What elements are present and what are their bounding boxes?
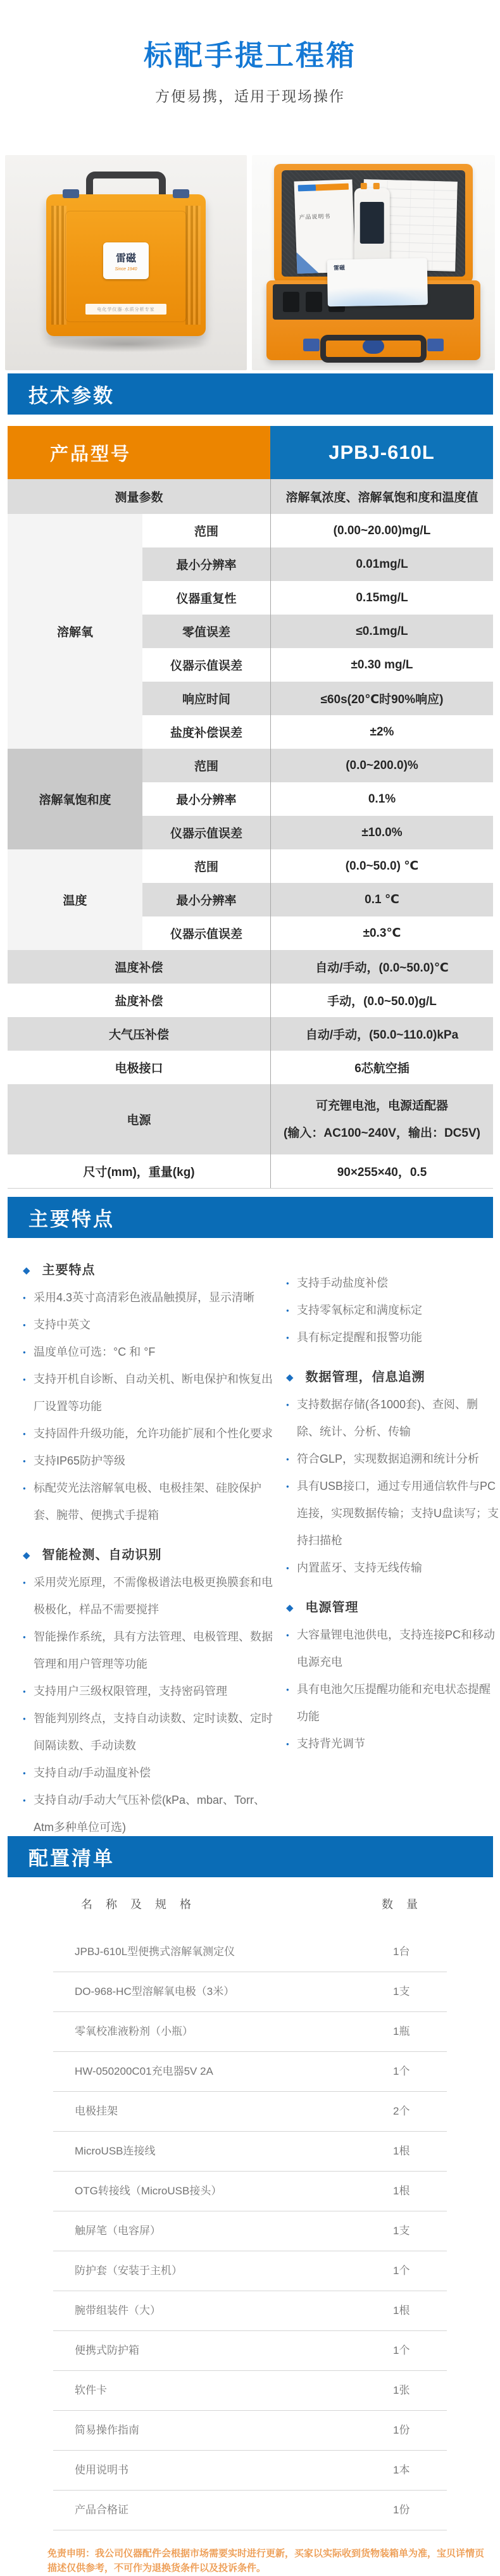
bullet-icon: ●: [286, 1741, 289, 1747]
feature-item: [286, 1730, 499, 1758]
bullet-icon: ●: [286, 1456, 289, 1462]
features-section: [0, 1238, 500, 1836]
list-item: [53, 2211, 447, 2251]
table-row: [142, 849, 493, 883]
spec-param: 范围: [142, 514, 270, 547]
closed-case-body: [46, 194, 206, 336]
bullet-icon: ●: [23, 1322, 26, 1328]
spec-group-category: 溶解氧: [8, 514, 142, 749]
case-rib: [185, 206, 201, 325]
item-qty: 1份: [393, 2424, 410, 2436]
item-name: MicroUSB连接线: [75, 2145, 156, 2157]
table-row: [8, 1084, 493, 1154]
feature-heading-text: 电源管理: [305, 1601, 359, 1615]
list-item: [53, 2491, 447, 2530]
item-name: 触屏笔（电容屏）: [75, 2225, 161, 2237]
spec-value: ±0.30 mg/L: [270, 648, 493, 682]
spec-param: 范围: [142, 749, 270, 782]
feature-text: 支持开机自诊断、自动关机、断电保护和恢复出厂设置等功能: [34, 1373, 273, 1413]
bullet-icon: ●: [23, 1458, 26, 1464]
feature-heading: [23, 1542, 272, 1569]
table-row: [8, 479, 493, 514]
spec-param: 最小分辨率: [142, 883, 270, 916]
section-banner-tech-specs: [8, 373, 493, 415]
item-name: 简易操作指南: [75, 2424, 139, 2436]
item-qty: 1瓶: [393, 2025, 410, 2037]
feature-item: [23, 1623, 283, 1678]
spec-value: ±2%: [270, 715, 493, 749]
spec-group-temperature: [8, 849, 493, 950]
feature-item: [23, 1475, 283, 1529]
item-name: 使用说明书: [75, 2464, 128, 2476]
section-banner-features: [8, 1197, 493, 1238]
feature-text: 支持背光调节: [297, 1737, 365, 1750]
item-qty: 1支: [393, 2225, 410, 2237]
spec-param: 仪器示值误差: [142, 648, 270, 682]
item-qty: 2个: [393, 2105, 410, 2117]
spec-param: 最小分辨率: [142, 547, 270, 581]
product-photo-open-case: [252, 155, 495, 370]
meter-connector: [373, 183, 380, 189]
feature-text: 具有电池欠压提醒功能和充电状态提醒功能: [297, 1683, 491, 1723]
bullet-icon: ●: [23, 1770, 26, 1776]
feature-item: [286, 1446, 499, 1473]
item-name: 产品合格证: [75, 2504, 128, 2516]
case-rib: [51, 206, 66, 325]
spec-row-label: 电源: [8, 1084, 270, 1154]
bullet-icon: ●: [23, 1485, 26, 1491]
spec-row-label: 大气压补偿: [8, 1017, 270, 1051]
spec-group-category: 溶解氧饱和度: [8, 749, 142, 849]
feature-heading-text: 智能检测、自动识别: [42, 1548, 162, 1562]
bullet-icon: ●: [286, 1565, 289, 1571]
item-qty: 1根: [393, 2145, 410, 2157]
front-handle: [320, 335, 427, 363]
table-row: [142, 816, 493, 849]
feature-item: [23, 1447, 283, 1475]
section-title: 主要特点: [28, 1208, 115, 1230]
spec-group-do-saturation: [8, 749, 493, 849]
feature-heading: [286, 1364, 500, 1391]
spec-value: (0.0~200.0)%: [270, 749, 493, 782]
case-latch: [303, 339, 320, 351]
disclaimer-text: 免责申明：我公司仪器配件会根据市场需要实时进行更新，买家以实际收到货物装箱单为准，宝贝详情页描述仅供参考，不可作为退换货条件以及投诉条件。: [47, 2548, 485, 2573]
bullet-icon: ●: [23, 1798, 26, 1803]
feature-item: [23, 1311, 283, 1339]
bullet-icon: ●: [286, 1280, 289, 1286]
feature-item: [23, 1678, 283, 1705]
spec-row-value: 溶解氧浓度、溶解氧饱和度和温度值: [270, 479, 493, 514]
features-column-right: [272, 1238, 500, 1836]
manual-header-bar: [298, 184, 349, 192]
spec-param: 仪器示值误差: [142, 816, 270, 849]
item-name: DO-968-HC型溶解氧电极（3米）: [75, 1985, 235, 1998]
list-item: [53, 2331, 447, 2371]
case-latch: [427, 339, 444, 351]
item-name: 零氧校准液粉剂（小瓶）: [75, 2025, 193, 2037]
bullet-icon: ●: [286, 1402, 289, 1408]
item-qty: 1个: [393, 2265, 410, 2277]
brand-label: [103, 242, 149, 279]
foam-cutout: [283, 292, 299, 312]
feature-item: [286, 1622, 499, 1676]
feature-heading: [286, 1594, 500, 1622]
bullet-icon: ●: [23, 1377, 26, 1382]
section-title: 配置清单: [28, 1848, 115, 1870]
bullet-icon: ●: [23, 1431, 26, 1437]
manual-title: 产品说明书: [299, 213, 331, 221]
spec-value: ±0.3℃: [270, 916, 493, 950]
spec-param: 盐度补偿误差: [142, 715, 270, 749]
list-item: [53, 2052, 447, 2092]
brand-logo: [116, 250, 136, 265]
list-item: [53, 1932, 447, 1972]
case-shadow: [44, 336, 208, 353]
page-header: [0, 0, 500, 155]
spec-table-header: [8, 426, 493, 479]
config-list: [0, 1890, 500, 2530]
spec-value: 0.1 ℃: [270, 883, 493, 916]
table-row: [142, 514, 493, 547]
feature-text: 智能判别终点，支持自动读数、定时读数、定时间隔读数、手动读数: [34, 1712, 273, 1752]
feature-text: 支持用户三级权限管理，支持密码管理: [34, 1685, 227, 1698]
feature-text: 支持自动/手动温度补偿: [34, 1766, 151, 1779]
power-value-line2: (输入：AC100~240V，输出：DC5V): [284, 1126, 480, 1140]
bullet-icon: ●: [286, 1687, 289, 1692]
spec-value: 0.01mg/L: [270, 547, 493, 581]
features-column-left: [0, 1238, 272, 1836]
feature-text: 采用4.3英寸高清彩色液晶触摸屏，显示清晰: [34, 1291, 255, 1304]
spec-param: 零值误差: [142, 615, 270, 648]
spec-row-label: 温度补偿: [8, 950, 270, 984]
table-row: [8, 984, 493, 1017]
item-qty: 1个: [393, 2344, 410, 2356]
spec-row-value: [270, 1084, 493, 1154]
feature-heading-text: 主要特点: [42, 1263, 96, 1277]
item-qty: 1支: [393, 1985, 410, 1998]
feature-text: 支持自动/手动大气压补偿(kPa、mbar、Torr、Atm多种单位可选): [34, 1794, 266, 1834]
bullet-icon: ●: [23, 1295, 26, 1301]
list-item: [53, 2092, 447, 2132]
diamond-icon: ◆: [286, 1603, 294, 1613]
feature-item: [286, 1676, 499, 1730]
foam-cutout: [306, 292, 322, 312]
spec-param: 最小分辨率: [142, 782, 270, 816]
brand-logo-subtext: Since 1940: [115, 267, 137, 272]
spec-row-label: 尺寸(mm)，重量(kg): [8, 1154, 270, 1188]
feature-text: 温度单位可选：°C 和 °F: [34, 1346, 156, 1358]
list-item: [53, 2132, 447, 2172]
item-qty: 1台: [393, 1946, 410, 1958]
table-row: [8, 1051, 493, 1084]
feature-text: 支持固件升级功能，允许功能扩展和个性化要求: [34, 1427, 273, 1440]
list-item: [53, 2451, 447, 2491]
spec-value: ≤60s(20℃时90%响应): [270, 682, 493, 715]
table-row: [142, 715, 493, 749]
diamond-icon: ◆: [286, 1372, 294, 1383]
item-name: OTG转接线（MicroUSB接头）: [75, 2185, 222, 2197]
feature-text: 采用荧光原理，不需像极谱法电极更换膜套和电极极化，样品不需要搅拌: [34, 1576, 273, 1616]
spec-group-category: 温度: [8, 849, 142, 950]
item-qty: 1本: [393, 2464, 410, 2476]
spec-param: 仪器示值误差: [142, 916, 270, 950]
spec-row-label: 盐度补偿: [8, 984, 270, 1017]
item-qty: 1根: [393, 2185, 410, 2197]
bullet-icon: ●: [286, 1632, 289, 1638]
list-item: [53, 2411, 447, 2451]
spec-value: 0.1%: [270, 782, 493, 816]
feature-item: [286, 1270, 499, 1297]
section-title: 技术参数: [28, 385, 115, 407]
table-row: [142, 782, 493, 816]
list-item: [53, 2172, 447, 2211]
config-col-qty: 数 量: [382, 1898, 423, 1911]
bullet-icon: ●: [286, 1335, 289, 1341]
feature-text: 大容量锂电池供电，支持连接PC和移动电源充电: [297, 1629, 496, 1668]
feature-text: 具有标定提醒和报警功能: [297, 1331, 422, 1344]
list-item: [53, 2371, 447, 2411]
power-value-line1: 可充锂电池，电源适配器: [315, 1099, 448, 1113]
feature-text: 支持中英文: [34, 1318, 91, 1331]
bullet-icon: ●: [286, 1308, 289, 1313]
diamond-icon: ◆: [23, 1265, 31, 1276]
item-name: 软件卡: [75, 2384, 107, 2396]
case-bottom-strip: 电化学仪器·水质分析专家: [85, 304, 166, 315]
feature-item: [23, 1339, 283, 1366]
list-item: [53, 2291, 447, 2331]
feature-text: 支持数据存储(各1000套)、查阅、删除、统计、分析、传输: [297, 1398, 478, 1438]
spec-row-value: 6芯航空插: [270, 1051, 493, 1084]
table-row: [142, 749, 493, 782]
item-name: 电极挂架: [75, 2105, 118, 2117]
page-title: 标配手提工程箱: [143, 39, 356, 72]
feature-item: [23, 1420, 283, 1447]
spec-value: 0.15mg/L: [270, 581, 493, 615]
feature-text: 支持零氧标定和满度标定: [297, 1304, 422, 1316]
item-qty: 1份: [393, 2504, 410, 2516]
spec-value: ±10.0%: [270, 816, 493, 849]
table-row: [8, 1017, 493, 1051]
table-row: [142, 883, 493, 916]
accessory-box: [327, 258, 428, 307]
accessory-box-logo: 雷磁: [333, 264, 346, 272]
section-banner-config-list: [8, 1836, 493, 1877]
table-row: [142, 547, 493, 581]
accessory-box-graphic: [327, 286, 427, 307]
feature-text: 智能操作系统，具有方法管理、电极管理、数据管理和用户管理等功能: [34, 1630, 273, 1670]
spec-row-value: 90×255×40，0.5: [270, 1154, 493, 1188]
product-photo-closed-case: [5, 155, 247, 370]
meter-screen: [360, 202, 384, 244]
feature-heading: [23, 1257, 272, 1284]
feature-item: [286, 1324, 499, 1351]
table-row: [142, 581, 493, 615]
spec-value: (0.00~20.00)mg/L: [270, 514, 493, 547]
case-hinge: [63, 189, 79, 198]
bullet-icon: ●: [23, 1580, 26, 1585]
list-item: [53, 2251, 447, 2291]
item-name: 防护套（安装于主机）: [75, 2265, 182, 2277]
bullet-icon: ●: [23, 1716, 26, 1722]
brand-logo-text: 雷磁: [115, 253, 136, 265]
table-row: [142, 648, 493, 682]
feature-item: [286, 1554, 499, 1582]
open-case-base: [266, 264, 480, 360]
item-name: 腕带组装件（大）: [75, 2304, 161, 2317]
feature-text: 内置蓝牙、支持无线传输: [297, 1561, 422, 1574]
bullet-icon: ●: [23, 1689, 26, 1694]
table-row: [8, 950, 493, 984]
bullet-icon: ●: [286, 1484, 289, 1489]
item-name: JPBJ-610L型便携式溶解氧测定仪: [75, 1946, 235, 1958]
spec-row-value: 自动/手动，(0.0~50.0)℃: [270, 950, 493, 984]
item-qty: 1个: [393, 2065, 410, 2077]
feature-text: 支持IP65防护等级: [34, 1454, 126, 1467]
bullet-icon: ●: [23, 1634, 26, 1640]
manual-corner-graphic: [296, 251, 318, 273]
spec-row-value: 自动/手动，(50.0~110.0)kPa: [270, 1017, 493, 1051]
product-photos: [5, 155, 495, 370]
table-row: [142, 916, 493, 950]
spec-table: [8, 426, 493, 1189]
spec-row-label: 测量参数: [8, 479, 270, 514]
table-row: [142, 682, 493, 715]
feature-text: 支持手动盐度补偿: [297, 1277, 388, 1289]
item-name: 便携式防护箱: [75, 2344, 139, 2356]
spec-param: 仪器重复性: [142, 581, 270, 615]
item-qty: 1张: [393, 2384, 410, 2396]
spec-param: 响应时间: [142, 682, 270, 715]
feature-item: [23, 1569, 283, 1623]
spec-row-value: 手动，(0.0~50.0)g/L: [270, 984, 493, 1017]
config-list-header: [0, 1890, 500, 1920]
page-subtitle: 方便易携，适用于现场操作: [155, 88, 345, 104]
feature-text: 标配荧光法溶解氧电极、电极挂架、硅胶保护套、腕带、便携式手提箱: [34, 1482, 261, 1522]
spec-group-dissolved-oxygen: [8, 514, 493, 749]
feature-item: [286, 1391, 499, 1446]
table-row: [8, 1154, 493, 1188]
feature-item: [23, 1760, 283, 1787]
feature-text: 具有USB接口，通过专用通信软件与PC连接，实现数据传输；支持U盘读写；支持扫描枪: [297, 1480, 499, 1547]
feature-item: [23, 1705, 283, 1760]
feature-text: 符合GLP，实现数据追溯和统计分析: [297, 1453, 480, 1465]
item-qty: 1根: [393, 2304, 410, 2317]
table-row: [142, 615, 493, 648]
feature-item: [286, 1473, 499, 1554]
item-name: HW-050200C01充电器5V 2A: [75, 2065, 213, 2077]
bullet-icon: ●: [23, 1349, 26, 1355]
diamond-icon: ◆: [23, 1550, 31, 1561]
spec-value: ≤0.1mg/L: [270, 615, 493, 648]
feature-item: [23, 1787, 283, 1841]
list-item: [53, 1972, 447, 2012]
meter-connector: [361, 183, 367, 189]
spec-row-label: 电极接口: [8, 1051, 270, 1084]
feature-heading-text: 数据管理，信息追溯: [305, 1370, 425, 1384]
feature-item: [23, 1284, 283, 1311]
config-col-name: 名 称 及 规 格: [81, 1898, 197, 1911]
spec-header-label: 产品型号: [8, 426, 270, 479]
case-hinge: [173, 189, 189, 198]
spec-value: (0.0~50.0) ℃: [270, 849, 493, 883]
spec-param: 范围: [142, 849, 270, 883]
feature-item: [23, 1366, 283, 1420]
feature-item: [286, 1297, 499, 1324]
spec-header-model: JPBJ-610L: [270, 426, 493, 479]
list-item: [53, 2012, 447, 2052]
